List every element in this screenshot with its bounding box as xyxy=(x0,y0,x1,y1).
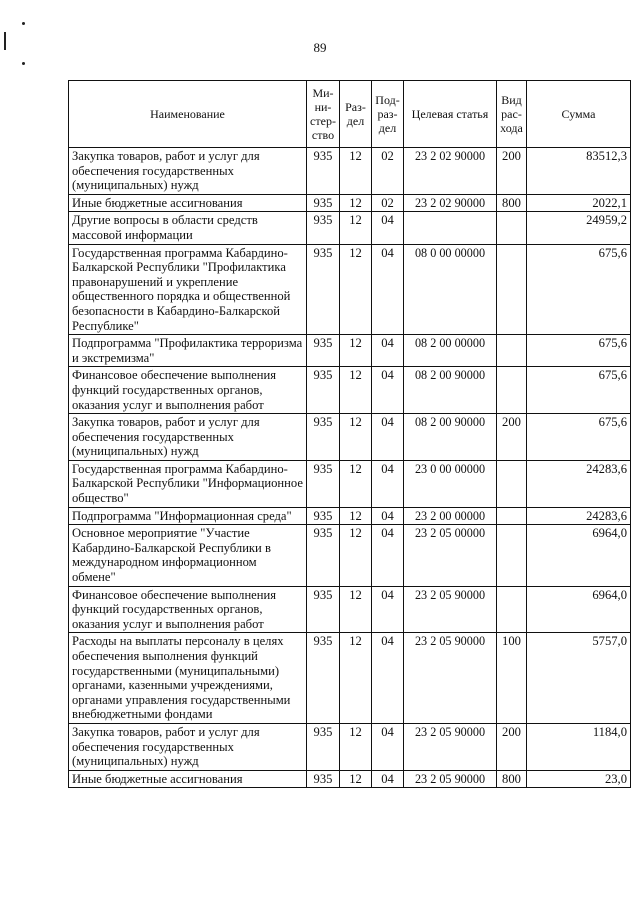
table-row xyxy=(69,212,631,244)
cell-expense-type xyxy=(497,212,527,244)
cell-section: 12 xyxy=(340,586,372,633)
table-row xyxy=(69,244,631,335)
scan-mark-dot xyxy=(22,62,25,65)
cell-subsection: 04 xyxy=(372,633,404,724)
table-row xyxy=(69,507,631,525)
cell-name: Закупка товаров, работ и услуг для обеспечения государственных (муниципальных) нужд xyxy=(69,148,307,195)
cell-amount: 23,0 xyxy=(527,770,631,788)
cell-ministry: 935 xyxy=(307,586,340,633)
cell-target: 23 0 00 00000 xyxy=(404,460,497,507)
cell-ministry: 935 xyxy=(307,460,340,507)
cell-subsection: 04 xyxy=(372,414,404,461)
cell-expense-type: 200 xyxy=(497,148,527,195)
cell-name: Государственная программа Кабардино-Балкарской Республики "Профилактика правонарушений и укрепление общественного порядка и общественной безопасности в Кабардино-Балкарской Республике" xyxy=(69,244,307,335)
cell-section: 12 xyxy=(340,212,372,244)
cell-name: Иные бюджетные ассигнования xyxy=(69,194,307,212)
table-row xyxy=(69,633,631,724)
cell-target: 23 2 05 90000 xyxy=(404,723,497,770)
cell-section: 12 xyxy=(340,507,372,525)
cell-expense-type xyxy=(497,460,527,507)
cell-name: Другие вопросы в области средств массовой информации xyxy=(69,212,307,244)
cell-section: 12 xyxy=(340,770,372,788)
cell-name: Закупка товаров, работ и услуг для обеспечения государственных (муниципальных) нужд xyxy=(69,723,307,770)
cell-amount: 2022,1 xyxy=(527,194,631,212)
cell-section: 12 xyxy=(340,414,372,461)
column-header-amount: Сумма xyxy=(527,81,631,148)
cell-section: 12 xyxy=(340,367,372,414)
cell-section: 12 xyxy=(340,244,372,335)
table-row xyxy=(69,367,631,414)
cell-ministry: 935 xyxy=(307,770,340,788)
cell-ministry: 935 xyxy=(307,194,340,212)
cell-target: 23 2 05 90000 xyxy=(404,770,497,788)
cell-target: 23 2 00 00000 xyxy=(404,507,497,525)
column-header-name: Наименование xyxy=(69,81,307,148)
cell-section: 12 xyxy=(340,633,372,724)
cell-ministry: 935 xyxy=(307,367,340,414)
cell-amount: 1184,0 xyxy=(527,723,631,770)
cell-ministry: 935 xyxy=(307,414,340,461)
cell-target: 08 2 00 00000 xyxy=(404,335,497,367)
cell-ministry: 935 xyxy=(307,723,340,770)
cell-expense-type xyxy=(497,525,527,586)
cell-expense-type xyxy=(497,586,527,633)
column-header-section: Раз-дел xyxy=(340,81,372,148)
page-number: 89 xyxy=(313,40,327,55)
cell-amount: 6964,0 xyxy=(527,586,631,633)
cell-amount: 675,6 xyxy=(527,244,631,335)
cell-name: Закупка товаров, работ и услуг для обеспечения государственных (муниципальных) нужд xyxy=(69,414,307,461)
table-row xyxy=(69,770,631,788)
cell-subsection: 04 xyxy=(372,723,404,770)
cell-name: Иные бюджетные ассигнования xyxy=(69,770,307,788)
cell-subsection: 04 xyxy=(372,367,404,414)
cell-subsection: 04 xyxy=(372,244,404,335)
cell-subsection: 02 xyxy=(372,194,404,212)
cell-target: 23 2 05 90000 xyxy=(404,633,497,724)
cell-section: 12 xyxy=(340,460,372,507)
cell-section: 12 xyxy=(340,148,372,195)
cell-expense-type: 800 xyxy=(497,194,527,212)
cell-section: 12 xyxy=(340,335,372,367)
column-header-expense-type: Вид рас-хода xyxy=(497,81,527,148)
cell-section: 12 xyxy=(340,723,372,770)
cell-section: 12 xyxy=(340,525,372,586)
cell-expense-type xyxy=(497,244,527,335)
cell-target: 08 2 00 90000 xyxy=(404,367,497,414)
cell-subsection: 04 xyxy=(372,525,404,586)
cell-subsection: 04 xyxy=(372,507,404,525)
cell-expense-type xyxy=(497,507,527,525)
cell-target xyxy=(404,212,497,244)
cell-target: 23 2 02 90000 xyxy=(404,148,497,195)
cell-subsection: 04 xyxy=(372,212,404,244)
cell-expense-type: 800 xyxy=(497,770,527,788)
cell-amount: 675,6 xyxy=(527,335,631,367)
cell-ministry: 935 xyxy=(307,244,340,335)
cell-subsection: 04 xyxy=(372,770,404,788)
table-row xyxy=(69,148,631,195)
table-row xyxy=(69,414,631,461)
cell-target: 23 2 05 90000 xyxy=(404,586,497,633)
cell-ministry: 935 xyxy=(307,633,340,724)
cell-name: Подпрограмма "Информационная среда" xyxy=(69,507,307,525)
cell-target: 08 2 00 90000 xyxy=(404,414,497,461)
column-header-subsection: Под-раз-дел xyxy=(372,81,404,148)
table-row xyxy=(69,194,631,212)
cell-amount: 6964,0 xyxy=(527,525,631,586)
cell-name: Финансовое обеспечение выполнения функций государственных органов, оказания услуг и выполнения работ xyxy=(69,586,307,633)
column-header-target: Целевая статья xyxy=(404,81,497,148)
table-row xyxy=(69,525,631,586)
cell-subsection: 04 xyxy=(372,335,404,367)
cell-ministry: 935 xyxy=(307,507,340,525)
table-row xyxy=(69,723,631,770)
cell-name: Расходы на выплаты персоналу в целях обеспечения выполнения функций государственными (муниципальными) органами, казенными учреждениями, органами управления государственными внебюджетными фондами xyxy=(69,633,307,724)
cell-amount: 24283,6 xyxy=(527,507,631,525)
table-header-row xyxy=(69,81,631,148)
table-row xyxy=(69,460,631,507)
cell-amount: 675,6 xyxy=(527,367,631,414)
cell-amount: 24283,6 xyxy=(527,460,631,507)
table-row xyxy=(69,586,631,633)
scan-mark-dot xyxy=(22,22,25,25)
column-header-ministry: Ми-ни-стер-ство xyxy=(307,81,340,148)
table-row xyxy=(69,335,631,367)
cell-subsection: 04 xyxy=(372,460,404,507)
cell-ministry: 935 xyxy=(307,335,340,367)
cell-subsection: 04 xyxy=(372,586,404,633)
cell-amount: 83512,3 xyxy=(527,148,631,195)
cell-section: 12 xyxy=(340,194,372,212)
cell-ministry: 935 xyxy=(307,525,340,586)
cell-name: Подпрограмма "Профилактика терроризма и экстремизма" xyxy=(69,335,307,367)
cell-ministry: 935 xyxy=(307,148,340,195)
cell-target: 08 0 00 00000 xyxy=(404,244,497,335)
budget-table xyxy=(68,80,631,788)
cell-subsection: 02 xyxy=(372,148,404,195)
cell-expense-type xyxy=(497,335,527,367)
cell-expense-type xyxy=(497,367,527,414)
cell-name: Государственная программа Кабардино-Балкарской Республики "Информационное общество" xyxy=(69,460,307,507)
cell-expense-type: 200 xyxy=(497,414,527,461)
cell-amount: 24959,2 xyxy=(527,212,631,244)
cell-amount: 675,6 xyxy=(527,414,631,461)
cell-name: Основное мероприятие "Участие Кабардино-Балкарской Республики в международном информационном обмене" xyxy=(69,525,307,586)
cell-amount: 5757,0 xyxy=(527,633,631,724)
cell-name: Финансовое обеспечение выполнения функций государственных органов, оказания услуг и выполнения работ xyxy=(69,367,307,414)
cell-expense-type: 100 xyxy=(497,633,527,724)
cell-ministry: 935 xyxy=(307,212,340,244)
cell-expense-type: 200 xyxy=(497,723,527,770)
cell-target: 23 2 02 90000 xyxy=(404,194,497,212)
cell-target: 23 2 05 00000 xyxy=(404,525,497,586)
